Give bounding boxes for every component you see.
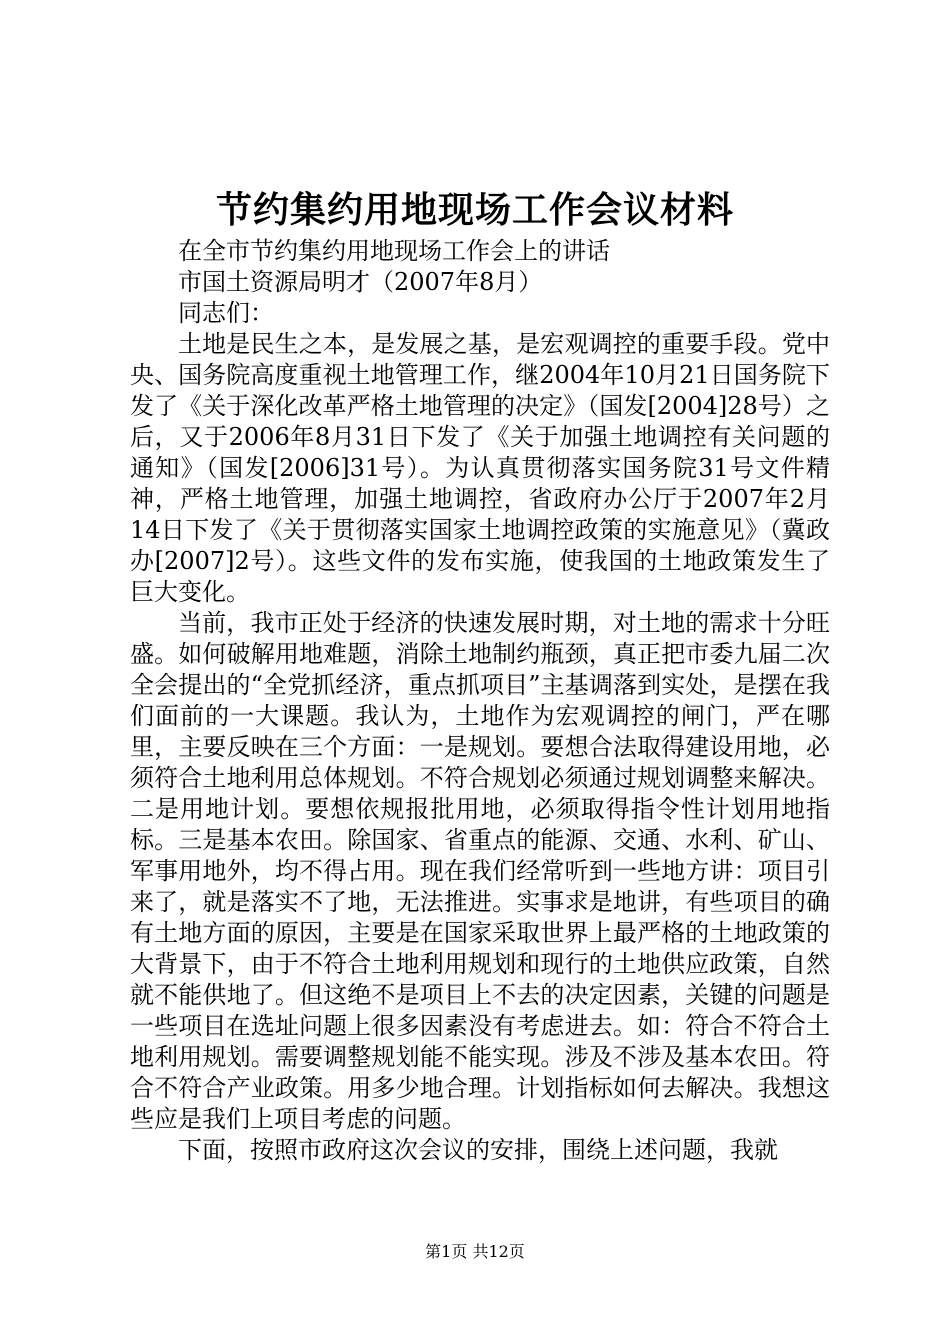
- body-paragraph: 当前，我市正处于经济的快速发展时期，对土地的需求十分旺盛。如何破解用地难题，消除土地制约瓶颈，真正把市委九届二次全会提出的“全党抓经济，重点抓项目”主基调落到实处，是摆在我们面前的一大课题。我认为，土地作为宏观调控的闸门，严在哪里，主要反映在三个方面：一是规划。要想合法取得建设用地，必须符合土地利用总体规划。不符合规划必须通过规划调整来解决。二是用地计划。要想依规报批用地，必须取得指令性计划用地指标。三是基本农田。除国家、省重点的能源、交通、水利、矿山、军事用地外，均不得占用。现在我们经常听到一些地方讲：项目引来了，就是落实不了地，无法推进。实事求是地讲，有些项目的确有土地方面的原因，主要是在国家采取世界上最严格的土地政策的大背景下，由于不符合土地利用规划和现行的土地供应政策，自然就不能供地了。但这绝不是项目上不去的决定因素，关键的问题是一些项目在选址问题上很多因素没有考虑进去。如：符合不符合土地利用规划。需要调整规划能不能实现。涉及不涉及基本农田。符合不符合产业政策。用多少地合理。计划指标如何去解决。我想这些应是我们上项目考虑的问题。: [130, 609, 830, 1133]
- speaker-line: 市国土资源局明才（2007年8月）: [178, 268, 543, 296]
- document-title: 节约集约用地现场工作会议材料: [215, 189, 734, 231]
- document-body: [130, 236, 830, 1166]
- body-paragraph: 土地是民生之本，是发展之基，是宏观调控的重要手段。党中央、国务院高度重视土地管理工作，继2004年10月21日国务院下发了《关于深化改革严格土地管理的决定》（国发[2004]28号）之后，又于2006年8月31日下发了《关于加强土地调控有关问题的通知》（国发[2006]31号）。为认真贯彻落实国务院31号文件精神，严格土地管理，加强土地调控，省政府办公厅于2007年2月14日下发了《关于贯彻落实国家土地调控政策的实施意见》（冀政办[2007]2号）。这些文件的发布实施，使我国的土地政策发生了巨大变化。: [130, 330, 830, 606]
- body-paragraph: 下面，按照市政府这次会议的安排，围绕上述问题，我就: [178, 1136, 778, 1164]
- salutation: 同志们：: [178, 299, 274, 327]
- page-number: 第1页 共12页: [425, 1242, 525, 1261]
- speech-subtitle: 在全市节约集约用地现场工作会上的讲话: [178, 237, 610, 265]
